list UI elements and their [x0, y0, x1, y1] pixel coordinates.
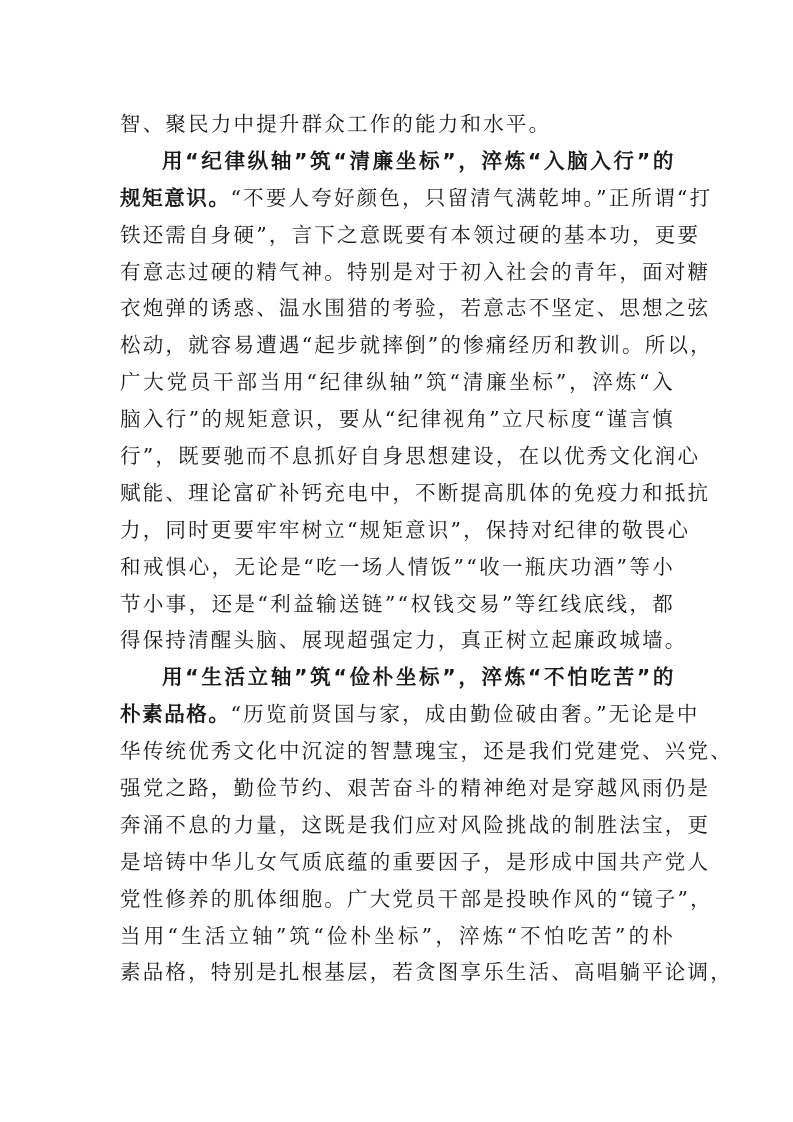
body-text-line: [120, 918, 675, 955]
body-text: 当用“生活立轴”筑“俭朴坐标”，淬炼“不怕吃苦”的朴: [120, 923, 675, 948]
body-text-line: [120, 401, 675, 438]
heading-text: 用“纪律纵轴”筑“清廉坐标”，淬炼“入脑入行”的: [162, 148, 675, 173]
body-text: 节小事，还是“利益输送链”“权钱交易”等红线底线，都: [120, 591, 675, 616]
body-text-line: [120, 106, 675, 143]
body-text: 铁还需自身硬”，言下之意既要有本领过硬的基本功，更要: [120, 222, 701, 247]
body-text-line: [120, 327, 713, 364]
body-text-line: [120, 622, 688, 659]
heading-text: 朴素品格。: [120, 702, 231, 727]
body-text-line: [120, 549, 675, 586]
paragraph-heading-line: [120, 659, 675, 696]
heading-text: 规矩意识。: [120, 185, 231, 210]
body-text: 松动，就容易遭遇“起步就摔倒”的惨痛经历和教训。所以，: [120, 333, 713, 358]
paragraph-heading-line: [120, 180, 713, 217]
body-text: 强党之路，勤俭节约、艰苦奋斗的精神绝对是穿越风雨仍是: [120, 776, 711, 801]
body-text: 广大党员干部当用“纪律纵轴”筑“清廉坐标”，淬炼“入: [120, 370, 675, 395]
body-text: “历览前贤国与家，成由勤俭破由奢。”无论是中: [230, 702, 700, 727]
body-text: 是培铸中华儿女气质底蕴的重要因子，是形成中国共产党人: [120, 849, 711, 874]
body-text: 赋能、理论富矿补钙充电中，不断提高肌体的免疫力和抵抗: [120, 480, 711, 505]
body-text-line: [120, 586, 675, 623]
body-text-line: [120, 217, 701, 254]
body-text: 衣炮弹的诱惑、温水围猎的考验，若意志不坚定、思想之弦: [120, 296, 711, 321]
paragraph-heading-line: [120, 696, 700, 733]
body-text: 素品格，特别是扎根基层，若贪图享乐生活、高唱躺平论调，: [120, 960, 733, 985]
body-text-line: [120, 770, 711, 807]
body-text: 华传统优秀文化中沉淀的智慧瑰宝，还是我们党建党、兴党、: [120, 739, 733, 764]
heading-text: 用“生活立轴”筑“俭朴坐标”，淬炼“不怕吃苦”的: [162, 665, 675, 690]
body-text: 行”，既要驰而不息抓好自身思想建设，在以优秀文化润心: [120, 444, 701, 469]
body-text: 力，同时更要牢牢树立“规矩意识”，保持对纪律的敬畏心: [120, 517, 691, 542]
body-text: 脑入行”的规矩意识，要从“纪律视角”立尺标度“谨言慎: [120, 407, 675, 432]
body-text: 和戒惧心，无论是“吃一场人情饭”“收一瓶庆功酒”等小: [120, 554, 675, 579]
body-text: 党性修养的肌体细胞。广大党员干部是投映作风的“镜子”，: [120, 886, 713, 911]
paragraph-heading-line: [120, 143, 675, 180]
body-text: 奔涌不息的力量，这既是我们应对风险挑战的制胜法宝，更: [120, 812, 711, 837]
body-text-line: [120, 733, 733, 770]
body-text-line: [120, 364, 675, 401]
body-text-line: [120, 512, 691, 549]
body-text: “不要人夸好颜色，只留清气满乾坤。”正所谓“打: [230, 185, 713, 210]
body-text-line: [120, 807, 711, 844]
body-text: 有意志过硬的精气神。特别是对于初入社会的青年，面对糖: [120, 259, 711, 284]
document-page: [120, 106, 733, 991]
body-text-line: [120, 254, 711, 291]
body-text-line: [120, 881, 713, 918]
body-text-line: [120, 475, 711, 512]
body-text-line: [120, 290, 711, 327]
body-text-line: [120, 438, 701, 475]
body-text-line: [120, 954, 733, 991]
body-text: 得保持清醒头脑、展现超强定力，真正树立起廉政城墙。: [120, 628, 688, 653]
body-text: 智、聚民力中提升群众工作的能力和水平。: [120, 112, 552, 136]
body-text-line: [120, 844, 711, 881]
